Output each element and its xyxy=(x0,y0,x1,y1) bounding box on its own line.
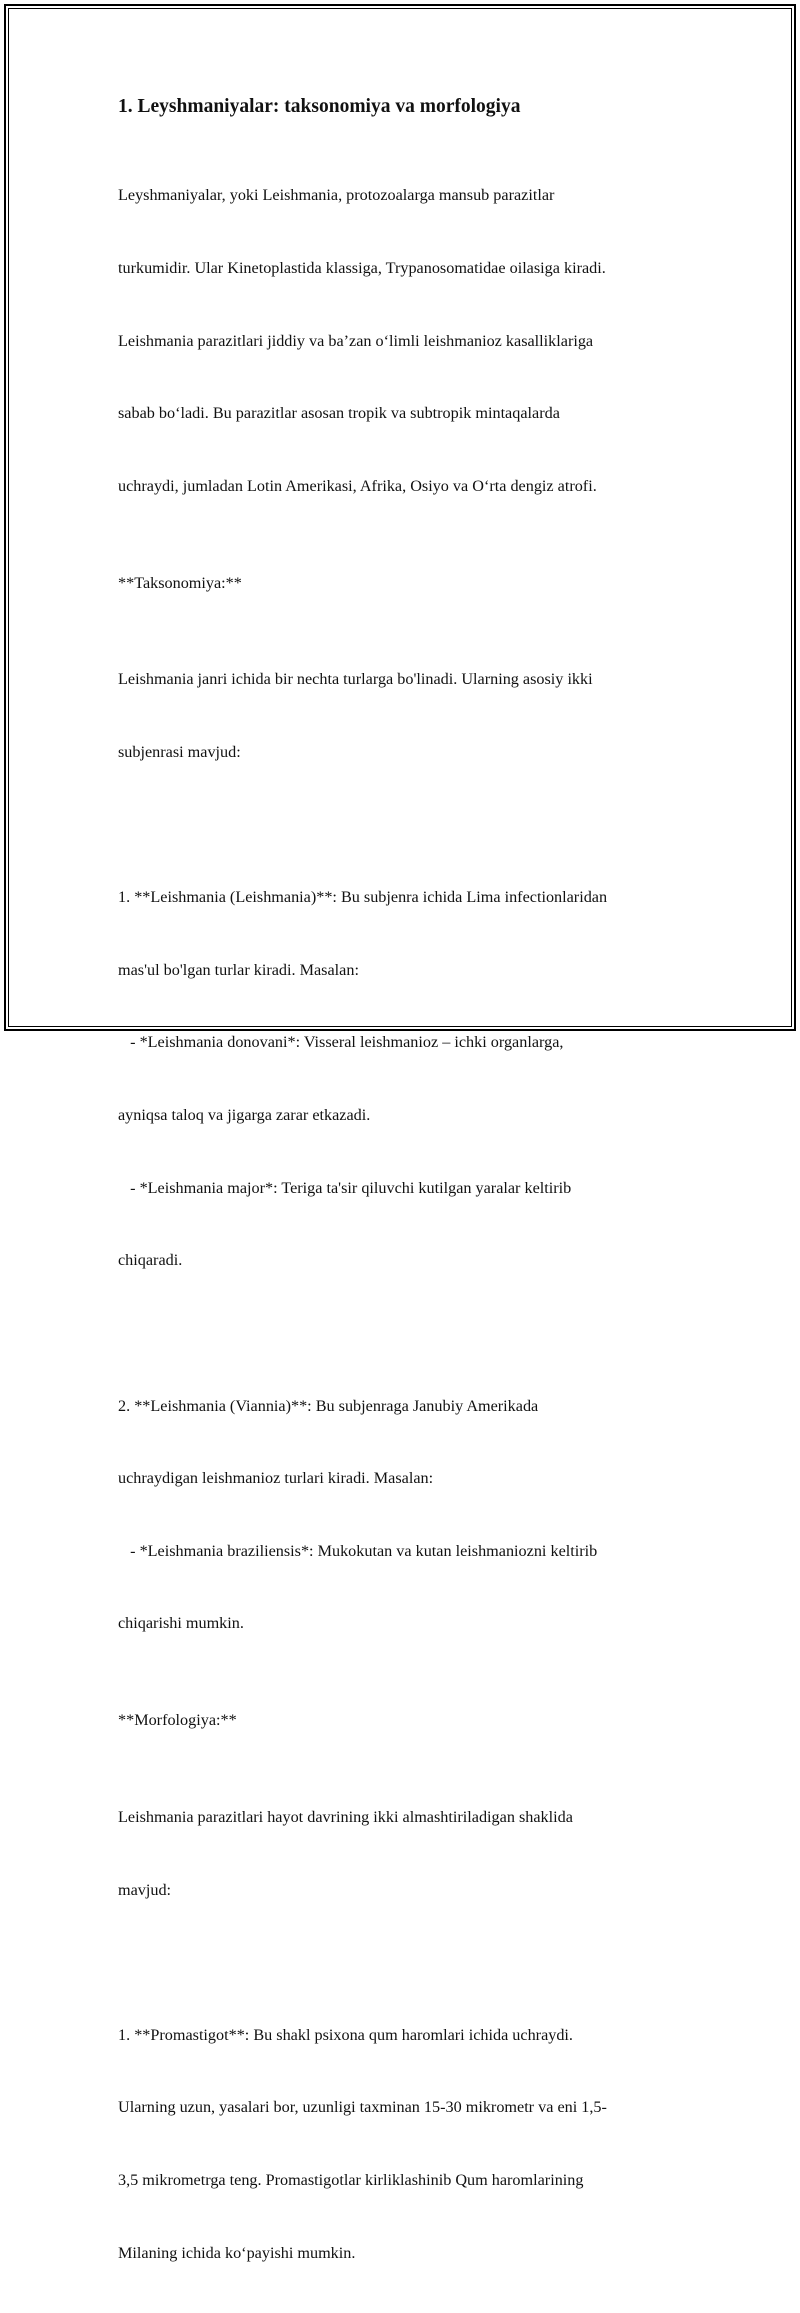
text-line: Milaning ichida ko‘payishi mumkin. xyxy=(118,2243,356,2262)
text-line: Leyshmaniyalar, yoki Leishmania, protozoalarga mansub parazitlar xyxy=(118,186,555,205)
text-line: mas'ul bo'lgan turlar kiradi. Masalan: xyxy=(118,960,359,979)
text-line: - *Leishmania braziliensis*: Mukokutan va kutan leishmaniozni keltirib xyxy=(118,1541,598,1560)
taxonomy-heading: **Taksonomiya:** xyxy=(118,573,242,592)
text-line: chiqaradi. xyxy=(118,1251,183,1270)
text-line: Leishmania parazitlari hayot davrining ikki almashtiriladigan shaklida xyxy=(118,1807,573,1826)
document-body xyxy=(118,94,688,2313)
text-line: 1. **Leishmania (Leishmania)**: Bu subjenra ichida Lima infectionlaridan xyxy=(118,888,608,907)
text-line: chiqarishi mumkin. xyxy=(118,1614,244,1633)
text-line: uchraydi, jumladan Lotin Amerikasi, Afrika, Osiyo va O‘rta dengiz atrofi. xyxy=(118,476,597,495)
morphology-heading: **Morfologiya:** xyxy=(118,1711,237,1730)
text-line: turkumidir. Ular Kinetoplastida klassiga, Trypanosomatidae oilasiga kiradi. xyxy=(118,259,606,278)
promastigote-item xyxy=(118,1974,688,2313)
taxonomy-intro-paragraph xyxy=(118,619,688,813)
text-line: 1. **Promastigot**: Bu shakl psixona qum haromlari ichida uchraydi. xyxy=(118,2025,573,2044)
text-line: subjenrasi mavjud: xyxy=(118,743,241,762)
text-line: - *Leishmania major*: Teriga ta'sir qiluvchi kutilgan yaralar keltirib xyxy=(118,1178,572,1197)
text-line: Leishmania janri ichida bir nechta turlarga bo'linadi. Ularning asosiy ikki xyxy=(118,670,593,689)
subgenus-leishmania-item xyxy=(118,837,688,1321)
document-title: 1. Leyshmaniyalar: taksonomiya va morfologiya xyxy=(118,96,521,117)
text-line: Ularning uzun, yasalari bor, uzunligi taxminan 15-30 mikrometr va eni 1,5- xyxy=(118,2098,607,2117)
text-line: uchraydigan leishmanioz turlari kiradi. Masalan: xyxy=(118,1469,434,1488)
subgenus-viannia-item xyxy=(118,1345,688,1684)
text-line: 2. **Leishmania (Viannia)**: Bu subjenraga Janubiy Amerikada xyxy=(118,1396,539,1415)
text-line: sabab bo‘ladi. Bu parazitlar asosan tropik va subtropik mintaqalarda xyxy=(118,404,560,423)
text-line: 3,5 mikrometrga teng. Promastigotlar kirliklashinib Qum haromlarining xyxy=(118,2170,584,2189)
morphology-intro-paragraph xyxy=(118,1757,688,1951)
intro-paragraph xyxy=(118,135,688,546)
text-line: Leishmania parazitlari jiddiy va ba’zan o‘limli leishmanioz kasalliklariga xyxy=(118,331,594,350)
text-line: mavjud: xyxy=(118,1880,172,1899)
text-line: ayniqsa taloq va jigarga zarar etkazadi. xyxy=(118,1106,371,1125)
text-line: - *Leishmania donovani*: Visseral leishmanioz – ichki organlarga, xyxy=(118,1033,564,1052)
